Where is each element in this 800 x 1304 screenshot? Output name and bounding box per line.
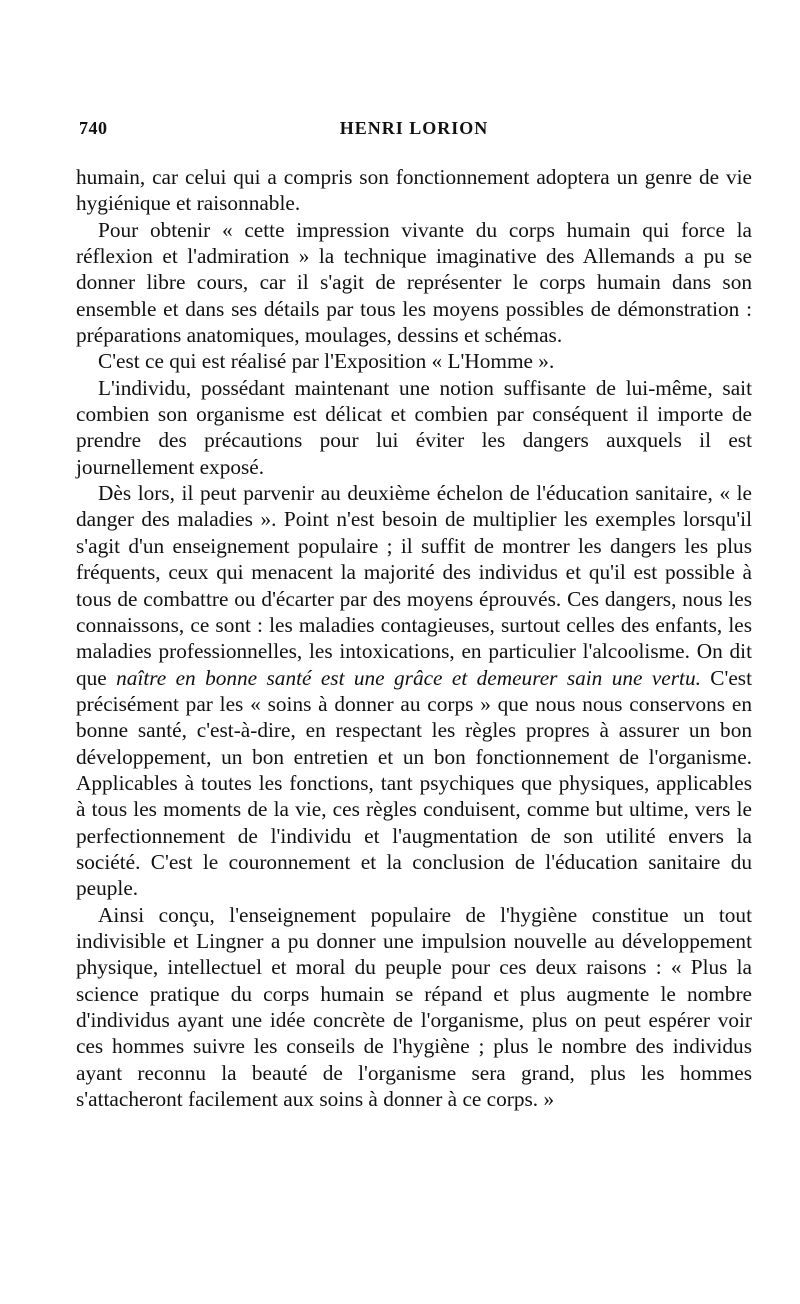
paragraph-second-echelon-text-before: Dès lors, il peut parvenir au deuxième échelon de l'éducation sanitaire, « le danger des maladies ». Point n'est besoin de multiplier les exemples lorsqu'il s'agit d'un enseignement populaire ; il suffit de montrer les dangers les plus fréquents, ceux qui menacent la majorité des individus et qu'il est possible à tous de combattre ou d'écarter par des moyens éprouvés. Ces dangers, nous les connaissons, ce sont : les maladies contagieuses, surtout celles des enfants, les maladies professionnelles, les intoxications, en particulier l'alcoolisme. On dit que [76,481,752,690]
paragraph-second-echelon-text-after: C'est précisément par les « soins à donner au corps » que nous nous conservons en bonne santé, c'est-à-dire, en respectant les règles propres à assurer un bon développement, un bon entretien et un bon fonctionnement de l'organisme. Applicables à toutes les fonctions, tant psychiques que physiques, applicables à tous les moments de la vie, ces règles conduisent, comme but ultime, vers le perfectionnement de l'individu et l'augmentation de son utilité envers la société. C'est le couronnement et la conclusion de l'éducation sanitaire du peuple. [76,665,753,901]
italic-quote-health-virtue: naître en bonne santé est une grâce et demeurer sain une vertu. [116,665,701,690]
paragraph-continuation: humain, car celui qui a compris son fonctionnement adoptera un genre de vie hygiénique et raisonnable. [76,165,752,216]
page-number: 740 [79,118,108,138]
paragraph-second-echelon [76,480,752,902]
running-title: HENRI LORION [339,118,489,138]
running-head [76,118,752,148]
book-page [76,118,752,1112]
paragraph-exposition-lhomme: C'est ce qui est réalisé par l'Exposition « L'Homme ». [98,349,555,374]
paragraph-lingner: Ainsi conçu, l'enseignement populaire de l'hygiène constitue un tout indivisible et Lingner a pu donner une impulsion nouvelle au développement physique, intellectuel et moral du peuple pour ces deux raisons : « Plus la science pratique du corps humain se répand et plus augmente le nombre d'individus ayant une idée concrète de l'organisme, plus on peut espérer voir ces hommes suivre les conseils de l'hygiène ; plus le nombre des individus ayant reconnu la beauté de l'organisme sera grand, plus les hommes s'attacheront facilement aux soins à donner à ce corps. » [76,902,752,1112]
paragraph-individual-notion: L'individu, possédant maintenant une notion suffisante de lui-même, sait combien son organisme est délicat et combien par conséquent il importe de prendre des précautions pour lui éviter les dangers auxquels il est journellement exposé. [76,375,752,479]
body-text [76,164,752,1112]
paragraph-exposition-description: Pour obtenir « cette impression vivante du corps humain qui force la réflexion et l'admiration » la technique imaginative des Allemands a pu se donner libre cours, car il s'agit de représenter le corps humain dans son ensemble et dans ses détails par tous les moyens possibles de démonstration : préparations anatomiques, moulages, dessins et schémas. [76,217,752,348]
